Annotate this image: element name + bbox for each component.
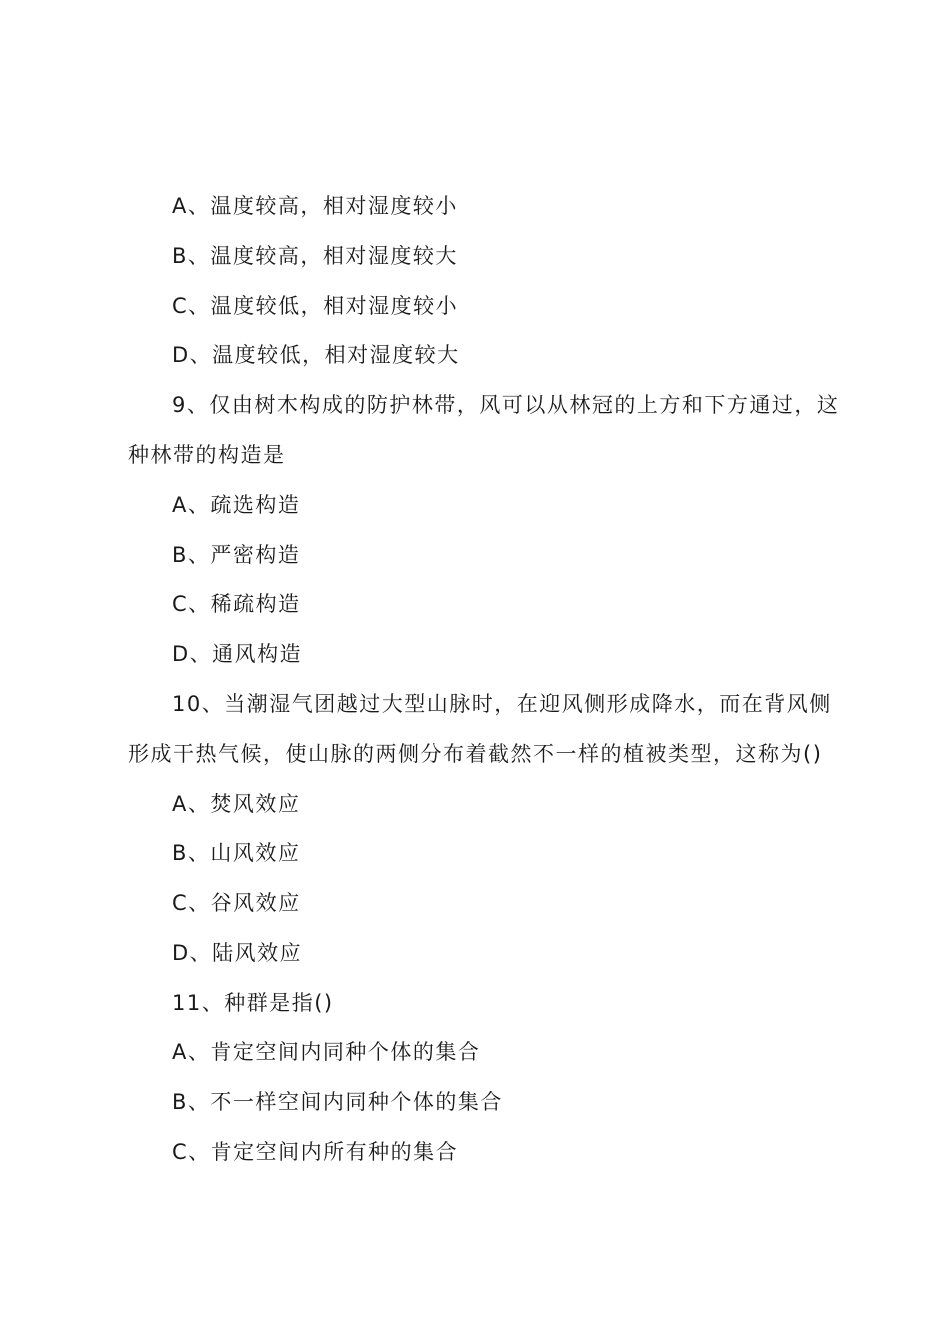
q10-stem-line1: 10、当潮湿气团越过大型山脉时，在迎风侧形成降水，而在背风侧	[172, 692, 832, 716]
q9-option-b: B、严密构造	[172, 543, 301, 567]
q9-option-c: C、稀疏构造	[172, 592, 301, 616]
q9-option-a: A、疏选构造	[172, 493, 301, 517]
q8-option-a: A、温度较高，相对湿度较小	[172, 194, 458, 218]
q10-option-a: A、焚风效应	[172, 792, 301, 816]
q11-stem: 11、种群是指()	[172, 991, 334, 1015]
q8-option-c: C、温度较低，相对湿度较小	[172, 294, 459, 318]
q10-option-c: C、谷风效应	[172, 891, 301, 915]
q11-option-a: A、肯定空间内同种个体的集合	[172, 1040, 481, 1064]
q9-stem-line2: 种林带的构造是	[128, 443, 286, 467]
q11-option-c: C、肯定空间内所有种的集合	[172, 1140, 459, 1164]
q10-option-d: D、陆风效应	[172, 941, 303, 965]
q8-option-d: D、温度较低，相对湿度较大	[172, 343, 460, 367]
q8-option-b: B、温度较高，相对湿度较大	[172, 244, 458, 268]
q10-stem-line2: 形成干热气候，使山脉的两侧分布着截然不一样的植被类型，这称为()	[128, 742, 823, 766]
q11-option-b: B、不一样空间内同种个体的集合	[172, 1090, 503, 1114]
q9-option-d: D、通风构造	[172, 642, 303, 666]
q10-option-b: B、山风效应	[172, 841, 301, 865]
q9-stem-line1: 9、仅由树木构成的防护林带，风可以从林冠的上方和下方通过，这	[172, 393, 840, 417]
